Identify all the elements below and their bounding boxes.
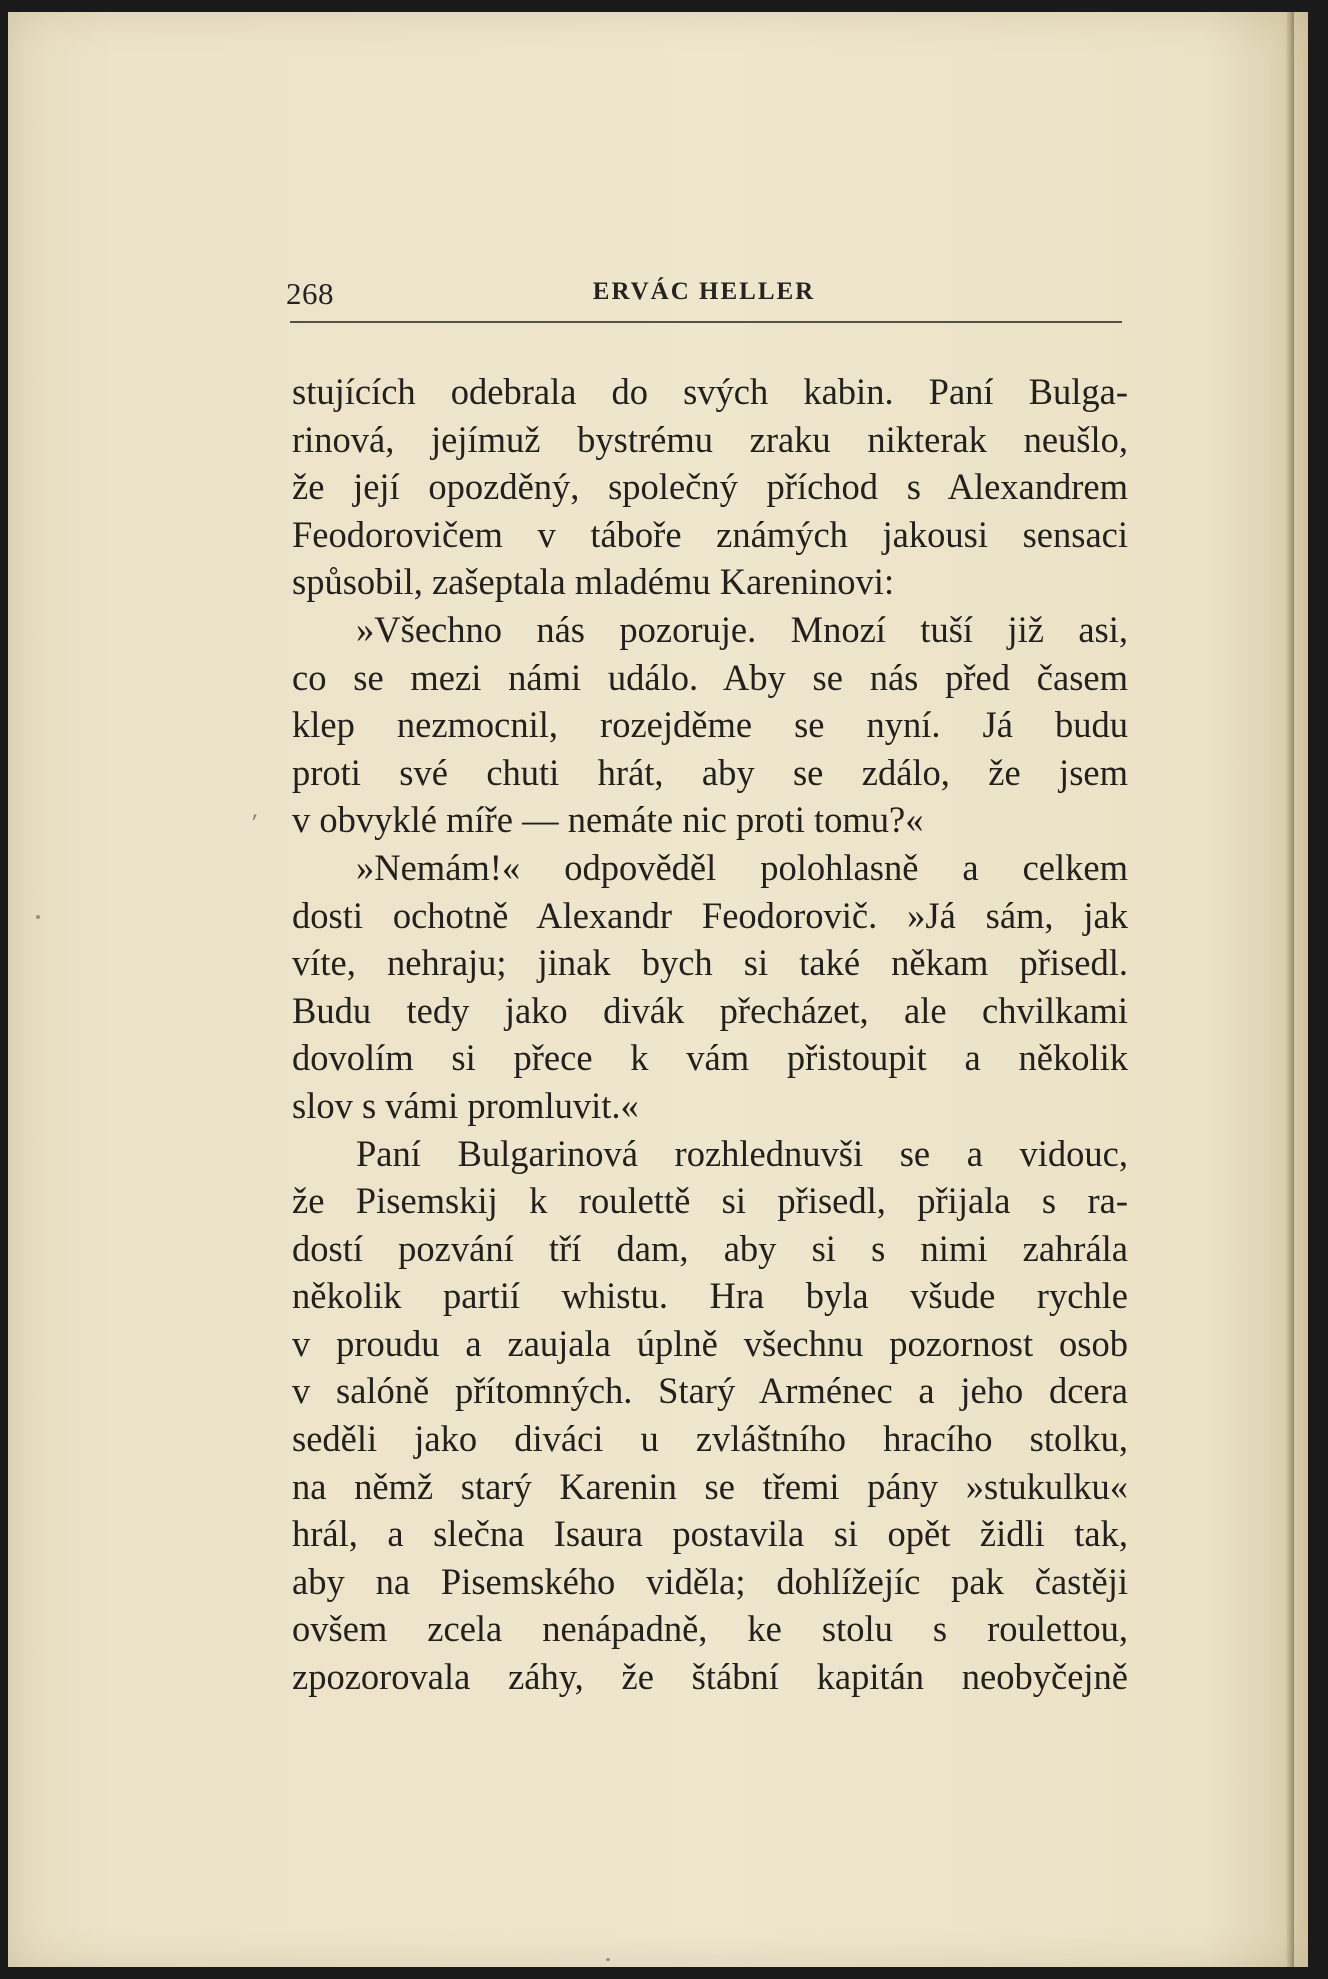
- margin-pencil-mark: ': [245, 808, 260, 837]
- text-line: Paní Bulgarinová rozhlednuvši se a vidouc,: [356, 1132, 1128, 1174]
- text-line: víte, nehraju; jinak bych si také někam přisedl.: [292, 942, 1128, 984]
- text-line: že Pisemskij k roulettě si přisedl, přijala s ra-: [292, 1180, 1128, 1222]
- text-line: na němž starý Karenin se třemi pány »stukulku«: [292, 1465, 1128, 1507]
- paper-speck: [36, 915, 40, 919]
- text-line: dosti ochotně Alexandr Feodorovič. »Já sám, jak: [292, 894, 1128, 936]
- text-line: aby na Pisemského viděla; dohlížejíc pak častěji: [292, 1560, 1128, 1602]
- text-line: Budu tedy jako divák přecházet, ale chvilkami: [292, 989, 1128, 1031]
- text-line: rinová, jejímuž bystrému zraku nikterak neušlo,: [292, 418, 1128, 460]
- paper-speck: [606, 1958, 610, 1961]
- header-rule: [290, 321, 1122, 323]
- text-line: dostí pozvání tří dam, aby si s nimi zahrála: [292, 1227, 1128, 1269]
- text-line: v salóně přítomných. Starý Arménec a jeho dcera: [292, 1370, 1128, 1412]
- page-edge-shadow: [1286, 12, 1294, 1967]
- text-line: co se mezi námi událo. Aby se nás před časem: [292, 656, 1128, 698]
- running-head: [286, 270, 1122, 322]
- text-line: hrál, a slečna Isaura postavila si opět židli tak,: [292, 1513, 1128, 1555]
- text-line: klep nezmocnil, rozejděme se nyní. Já budu: [292, 704, 1128, 746]
- text-line: Feodorovičem v táboře známých jakousi sensaci: [292, 513, 1128, 555]
- text-line: v proudu a zaujala úplně všechnu pozornost osob: [292, 1322, 1128, 1364]
- text-line: několik partií whistu. Hra byla všude rychle: [292, 1275, 1128, 1317]
- body-text: [292, 368, 1128, 1701]
- text-line: ovšem zcela nenápadně, ke stolu s roulettou,: [292, 1608, 1128, 1650]
- header-title: ERVÁC HELLER: [592, 278, 816, 305]
- page-number: 268: [286, 276, 334, 311]
- text-line: »Všechno nás pozoruje. Mnozí tuší již asi,: [356, 608, 1128, 650]
- text-line: stujících odebrala do svých kabin. Paní Bulga-: [292, 371, 1128, 412]
- text-line: zpozorovala záhy, že štábní kapitán neobyčejně: [292, 1656, 1128, 1698]
- text-line: proti své chuti hrát, aby se zdálo, že jsem: [292, 751, 1128, 793]
- text-line: spůsobil, zašeptala mladému Kareninovi:: [292, 561, 895, 603]
- text-line: dovolím si přece k vám přistoupit a několik: [292, 1037, 1128, 1079]
- text-line: v obvyklé míře — nemáte nic proti tomu?«: [292, 799, 924, 841]
- text-line: »Nemám!« odpověděl polohlasně a celkem: [356, 846, 1128, 888]
- text-line: slov s vámi promluvit.«: [292, 1084, 639, 1126]
- text-line: že její opozděný, společný příchod s Alexandrem: [292, 466, 1128, 508]
- text-line: seděli jako diváci u zvláštního hracího stolku,: [292, 1418, 1128, 1460]
